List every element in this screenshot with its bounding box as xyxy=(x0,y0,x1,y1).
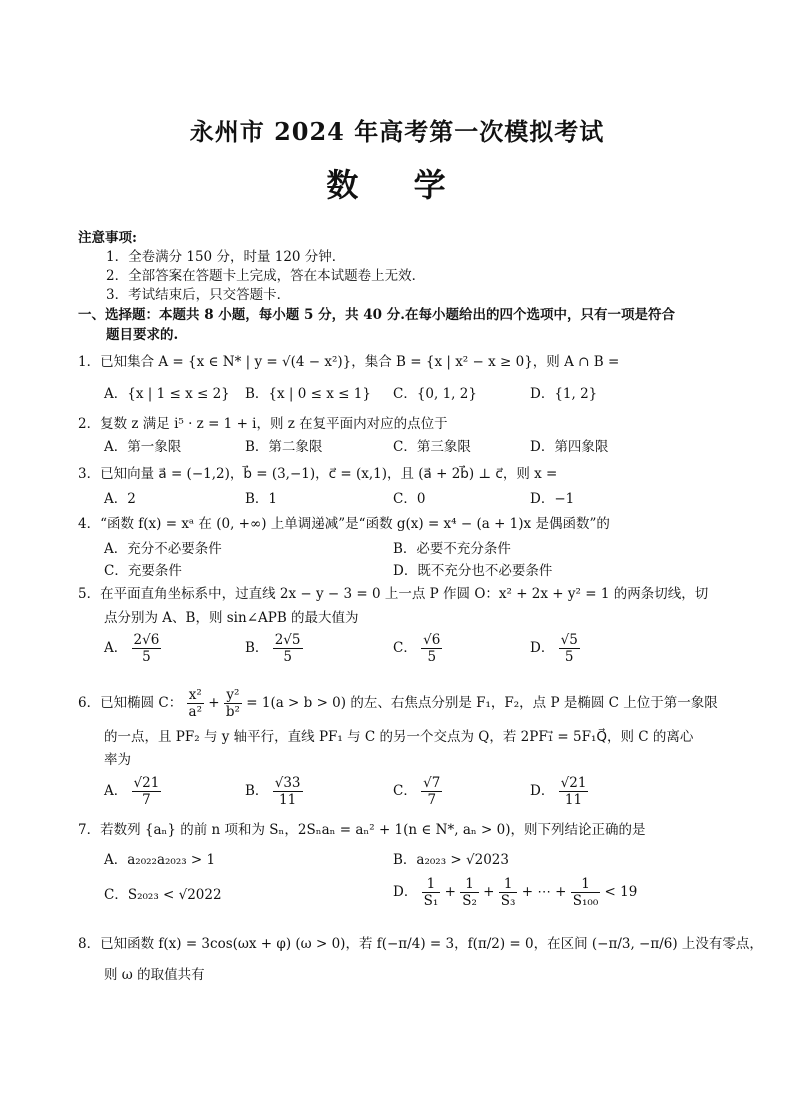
question-7-stem: 7．若数列 {aₙ} 的前 n 项和为 Sₙ，2Sₙaₙ = aₙ² + 1(n ∈ N*, aₙ > 0)，则下列结论正确的是 xyxy=(78,822,646,838)
fraction-num: 1 xyxy=(499,876,518,893)
option-fraction xyxy=(499,876,518,909)
stem-text: = 1(a > b > 0) 的左、右焦点分别是 F₁，F₂，点 P 是椭圆 C 上位于第一象限 xyxy=(246,695,718,711)
question-6-stem-cont2: 率为 xyxy=(104,752,131,768)
q5-option-b xyxy=(245,632,303,665)
q7-option-b: B．a₂₀₂₃ > √2023 xyxy=(393,852,509,868)
fraction-den: S₁₀₀ xyxy=(572,893,599,909)
option-label: D． xyxy=(393,884,418,900)
question-5-stem-cont: 点分别为 A、B，则 sin∠APB 的最大值为 xyxy=(104,610,359,626)
option-fraction xyxy=(132,632,162,665)
fraction-num: √6 xyxy=(423,632,441,648)
exam-title: 永州市 2024 年高考第一次模拟考试 xyxy=(189,117,605,146)
fraction-num: 2√5 xyxy=(274,632,301,648)
q3-option-b: B．1 xyxy=(245,491,278,507)
fraction-den: 7 xyxy=(142,792,151,808)
section-heading-cont: 题目要求的. xyxy=(106,327,179,343)
question-6-stem xyxy=(78,687,718,720)
plus-sign: + xyxy=(483,884,495,900)
fraction-num: √21 xyxy=(133,775,160,791)
q4-option-c: C．充要条件 xyxy=(104,563,182,579)
notice-item-2: 2．全部答案在答题卡上完成，答在本试题卷上无效． xyxy=(106,268,426,284)
option-fraction xyxy=(571,876,600,909)
fraction-num: √7 xyxy=(423,775,441,791)
q2-option-b: B．第二象限 xyxy=(245,439,323,455)
stem-text: 6．已知椭圆 C： xyxy=(78,695,183,711)
notice-item-1: 1．全卷满分 150 分，时量 120 分钟． xyxy=(106,249,346,265)
q1-option-b: B．{x | 0 ≤ x ≤ 1} xyxy=(245,386,371,402)
option-fraction xyxy=(559,775,589,808)
option-tail: < 19 xyxy=(604,884,638,900)
q4-option-b: B．必要不充分条件 xyxy=(393,541,511,557)
option-fraction xyxy=(132,775,162,808)
fraction-num: y² xyxy=(224,687,242,704)
stem-fraction xyxy=(224,687,242,720)
fraction-den: 7 xyxy=(427,792,437,808)
q7-option-d xyxy=(393,876,637,909)
fraction-num: 1 xyxy=(460,876,479,893)
option-fraction xyxy=(460,876,479,909)
q5-option-d xyxy=(530,632,580,665)
fraction-num: √5 xyxy=(560,632,578,648)
option-label: D． xyxy=(530,783,555,799)
fraction-num: √33 xyxy=(274,775,301,791)
q4-option-a: A．充分不必要条件 xyxy=(104,541,222,557)
q5-option-c xyxy=(393,632,442,665)
option-label: D． xyxy=(530,640,555,656)
question-4-stem: 4．“函数 f(x) = xᵃ 在 (0, +∞) 上单调递减”是“函数 g(x) = x⁴ − (a + 1)x 是偶函数”的 xyxy=(78,516,610,532)
q4-option-d: D．既不充分也不必要条件 xyxy=(393,563,553,579)
question-3-stem: 3．已知向量 a⃗ = (−1,2)，b⃗ = (3,−1)，c⃗ = (x,1)，且 (a⃗ + 2b⃗) ⊥ c⃗，则 x = xyxy=(78,466,558,482)
option-fraction xyxy=(421,632,442,665)
fraction-num: √21 xyxy=(560,775,587,791)
fraction-den: 11 xyxy=(564,792,583,808)
option-fraction xyxy=(421,775,442,808)
q6-option-d xyxy=(530,775,588,808)
fraction-den: S₁ xyxy=(423,893,439,909)
option-fraction xyxy=(422,876,441,909)
ellipsis: + ⋯ + xyxy=(521,884,567,900)
fraction-den: 5 xyxy=(564,649,574,665)
option-label: B． xyxy=(245,640,269,656)
plus-sign: + xyxy=(444,884,456,900)
option-label: A． xyxy=(104,783,128,799)
q2-option-a: A．第一象限 xyxy=(104,439,182,455)
fraction-den: b² xyxy=(225,704,240,720)
plus-sign: + xyxy=(208,695,220,711)
fraction-num: 1 xyxy=(422,876,441,893)
notice-heading: 注意事项: xyxy=(78,230,137,246)
question-6-stem-cont: 的一点，且 PF₂ 与 y 轴平行，直线 PF₁ 与 C 的另一个交点为 Q，若 2PF₁⃗ = 5F₁Q⃗，则 C 的离心 xyxy=(104,729,694,745)
q3-option-c: C．0 xyxy=(393,491,426,507)
stem-fraction xyxy=(187,687,204,720)
q1-option-d: D．{1, 2} xyxy=(530,386,598,402)
q3-option-a: A．2 xyxy=(104,491,136,507)
option-label: A． xyxy=(104,640,128,656)
question-5-stem: 5．在平面直角坐标系中，过直线 2x − y − 3 = 0 上一点 P 作圆 O：x² + 2x + y² = 1 的两条切线，切 xyxy=(78,586,709,602)
exam-subject: 数 学 xyxy=(326,166,468,204)
q2-option-d: D．第四象限 xyxy=(530,439,609,455)
q6-option-b xyxy=(245,775,303,808)
question-8-stem-cont: 则 ω 的取值共有 xyxy=(104,967,205,983)
question-2-stem: 2．复数 z 满足 i⁵ · z = 1 + i，则 z 在复平面内对应的点位于 xyxy=(78,416,448,432)
q6-option-c xyxy=(393,775,442,808)
fraction-den: S₂ xyxy=(462,893,477,909)
option-label: C． xyxy=(393,783,417,799)
q7-option-a: A．a₂₀₂₂a₂₀₂₃ > 1 xyxy=(104,852,216,868)
fraction-den: 5 xyxy=(283,649,292,665)
fraction-num: x² xyxy=(187,687,204,704)
fraction-den: a² xyxy=(188,704,202,720)
question-8-stem: 8．已知函数 f(x) = 3cos(ωx + φ) (ω > 0)，若 f(−π/4) = 3，f(π/2) = 0，在区间 (−π/3, −π/6) 上没有零点， xyxy=(78,936,763,952)
option-fraction xyxy=(559,632,580,665)
fraction-num: 2√6 xyxy=(133,632,160,648)
q3-option-d: D．−1 xyxy=(530,491,575,507)
option-fraction xyxy=(273,632,303,665)
q1-option-a: A．{x | 1 ≤ x ≤ 2} xyxy=(104,386,230,402)
option-label: B． xyxy=(245,783,269,799)
fraction-den: S₃ xyxy=(500,893,516,909)
fraction-num: 1 xyxy=(571,876,600,893)
q7-option-c: C．S₂₀₂₃ < √2022 xyxy=(104,887,222,903)
fraction-den: 11 xyxy=(279,792,297,808)
notice-item-3: 3．考试结束后，只交答题卡． xyxy=(106,287,291,303)
q6-option-a xyxy=(104,775,161,808)
fraction-den: 5 xyxy=(142,649,151,665)
option-label: C． xyxy=(393,640,417,656)
q5-option-a xyxy=(104,632,161,665)
q2-option-c: C．第三象限 xyxy=(393,439,471,455)
section-heading: 一、选择题：本题共 8 小题，每小题 5 分，共 40 分.在每小题给出的四个选项中，只有一项是符合 xyxy=(78,307,675,323)
q1-option-c: C．{0, 1, 2} xyxy=(393,386,477,402)
fraction-den: 5 xyxy=(427,649,437,665)
question-1-stem: 1．已知集合 A = {x ∈ N* | y = √(4 − x²)}，集合 B = {x | x² − x ≥ 0}，则 A ∩ B = xyxy=(78,354,620,370)
option-fraction xyxy=(273,775,303,808)
